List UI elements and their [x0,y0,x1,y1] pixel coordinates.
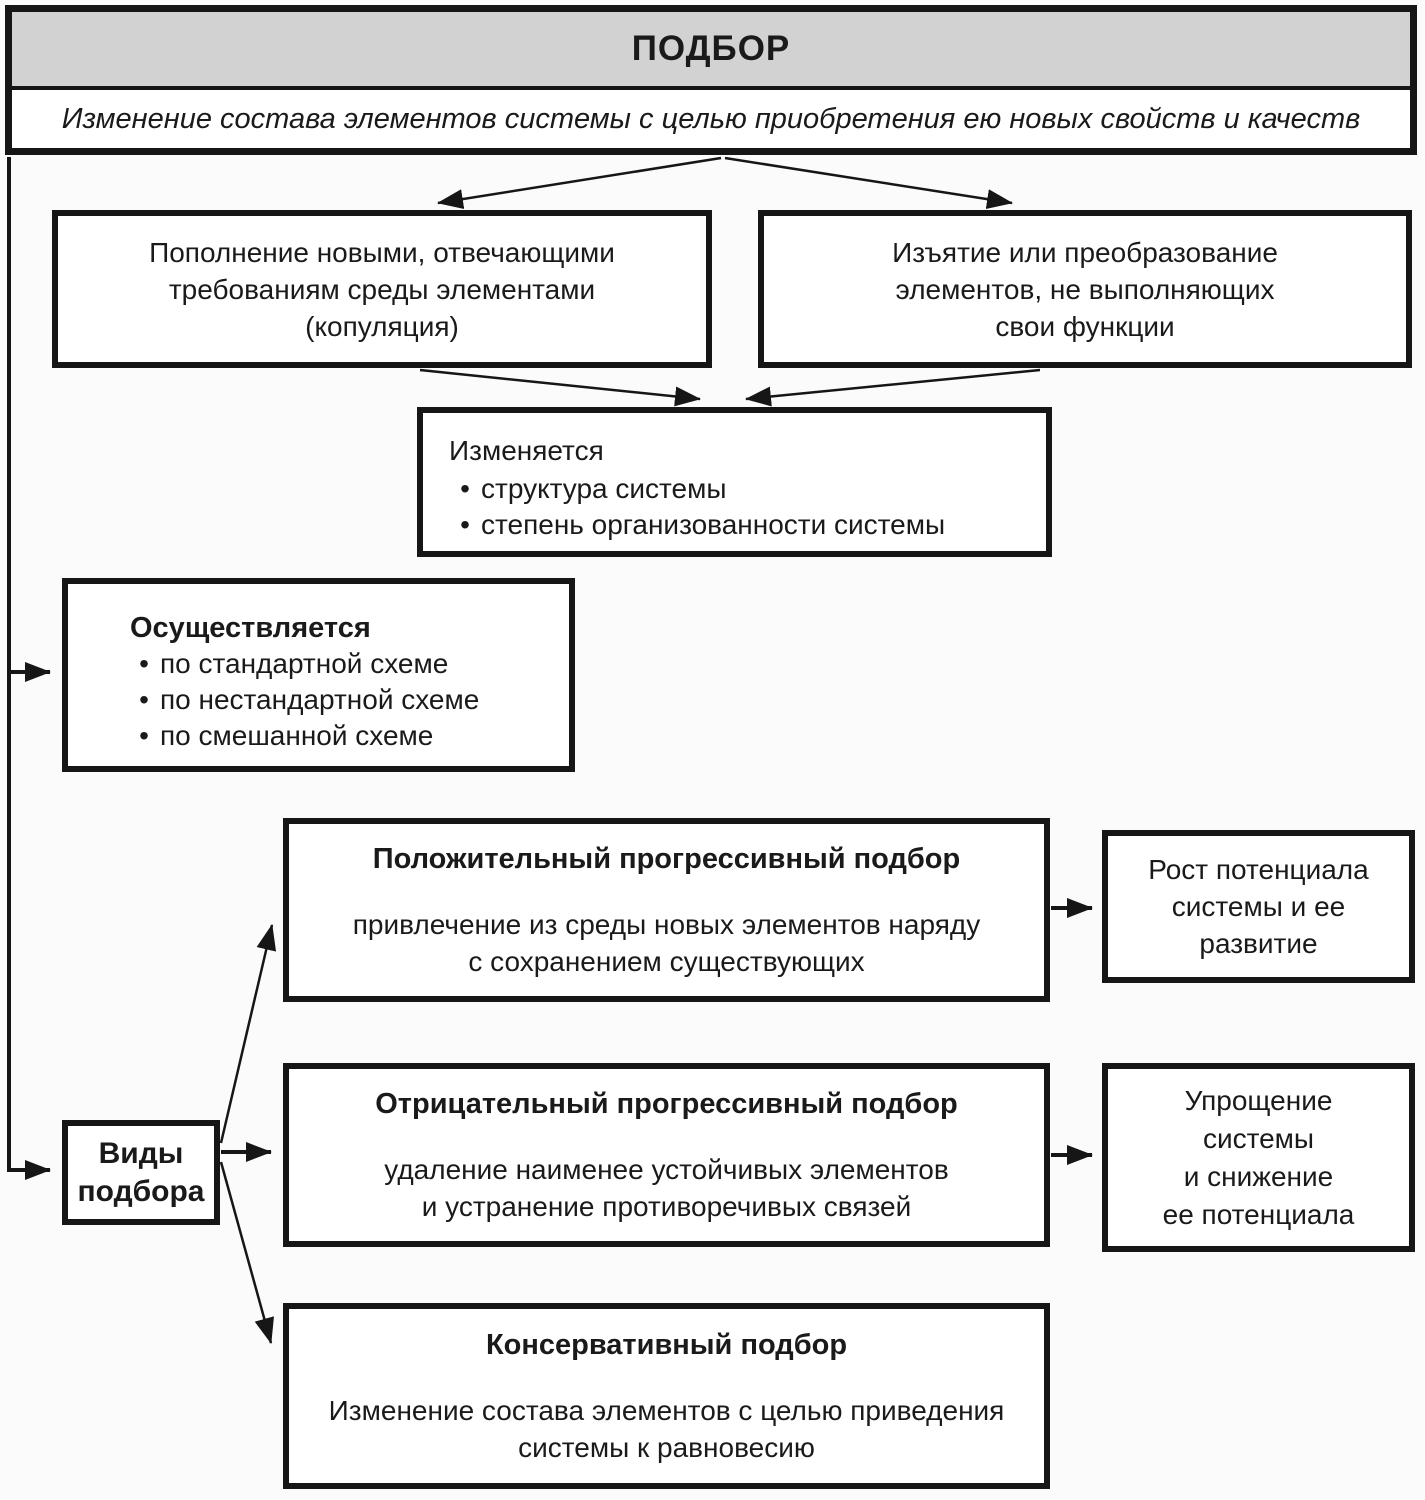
list-item-label: • структура системы [481,473,727,504]
box-line: системы к равновесию [518,1431,815,1463]
arrow-title-to-removal [725,158,1012,203]
list-item-label: • по нестандартной схеме [160,684,480,715]
negative-result-box [1102,1063,1415,1252]
box-line: Рост потенциала [1148,854,1369,885]
box-line: и устранение противоречивых связей [421,1190,912,1222]
box-line: элементов, не выполняющих [895,273,1275,305]
box-line: Изменение состава элементов с целью приведения [328,1394,1005,1426]
page-title: ПОДБОР [12,12,1410,90]
box-line: Виды [98,1136,184,1170]
box-line: и снижение [1183,1160,1334,1192]
arrow-title-to-replenish [438,158,721,203]
implemented-title: Осуществляется [130,612,371,644]
implemented-box [62,578,575,772]
box-line: развитие [1199,928,1318,959]
box-line: привлечение из среды новых элементов наряду [352,908,981,940]
arrow-types-to-conservative [221,1162,271,1343]
box-line: удаление наименее устойчивых элементов [384,1153,949,1185]
list-item [449,507,1036,543]
box-line: Изъятие или преобразование [892,236,1278,268]
list-item [449,471,1036,507]
list-item-label: • степень организованности системы [481,509,946,540]
negative-selection-box [283,1063,1050,1247]
types-box [62,1120,220,1225]
page-subtitle: Изменение состава элементов системы с целью приобретения ею новых свойств и качеств [61,102,1361,135]
removal-box [758,210,1412,368]
box-line: Упрощение [1184,1084,1333,1116]
conservative-selection-box [283,1303,1050,1489]
box-line: свои функции [995,310,1175,342]
box-line: Пополнение новыми, отвечающими [149,236,615,268]
box-line: системы [1202,1122,1315,1154]
positive-selection-box [283,818,1050,1002]
conservative-selection-title: Консервативный подбор [485,1328,848,1361]
positive-result-box [1102,830,1415,983]
box-line: ее потенциала [1162,1198,1355,1230]
arrow-removal-to-changes [746,370,1040,399]
changes-box [417,407,1052,557]
negative-selection-title: Отрицательный прогрессивный подбор [375,1087,958,1120]
positive-selection-title: Положительный прогрессивный подбор [372,842,961,875]
replenish-box [52,210,712,368]
list-item [128,646,559,682]
arrow-trunk-to-types [9,157,50,1170]
header-group [5,5,1417,155]
arrow-replenish-to-changes [420,370,700,399]
box-line: (копуляция) [305,310,459,342]
list-item [128,718,559,754]
box-line: с сохранением существующих [468,945,865,977]
list-item-label: • по стандартной схеме [160,648,449,679]
list-item-label: • по смешанной схеме [160,720,434,751]
box-line: требованиям среды элементами [168,273,596,305]
arrow-types-to-positive [221,925,272,1143]
box-line: подбора [77,1174,205,1208]
list-item [128,682,559,718]
changes-title: Изменяется [449,435,604,466]
box-line: системы и ее [1171,891,1346,922]
